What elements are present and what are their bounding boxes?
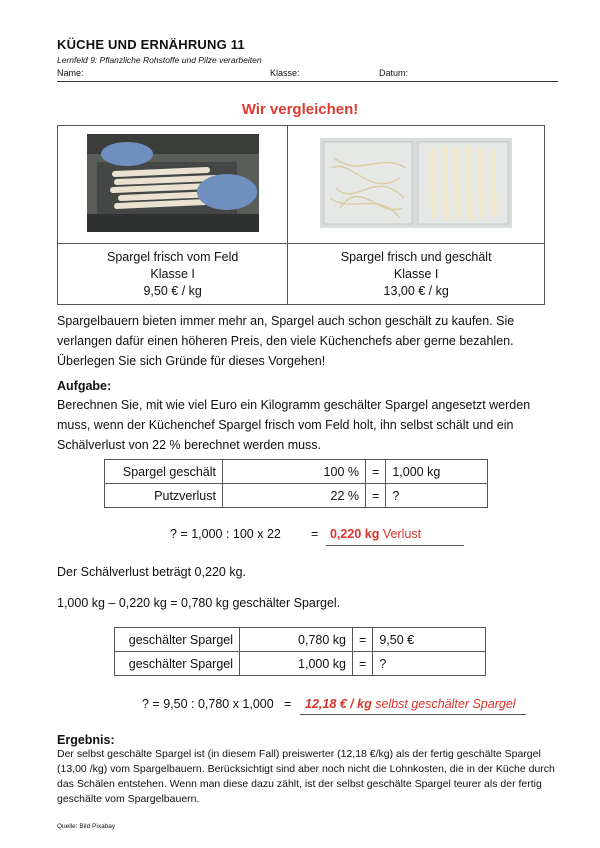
headline: Wir vergleichen! xyxy=(241,101,359,118)
table-cell-value: 1,000 kg xyxy=(240,652,353,676)
table-cell-value: 100 % xyxy=(223,460,366,484)
left-product-price: 9,50 € / kg xyxy=(143,283,202,298)
formula-2-result-value: 12,18 € / kg xyxy=(305,697,372,711)
table-cell-value: 0,780 kg xyxy=(240,628,353,652)
table-cell-eq: = xyxy=(353,652,373,676)
loss-text: Der Schälverlust beträgt 0,220 kg. xyxy=(57,565,246,579)
table-cell-result: 9,50 € xyxy=(373,628,486,652)
table-cell-label: geschälter Spargel xyxy=(115,652,240,676)
right-product-price: 13,00 € / kg xyxy=(383,283,449,298)
calc-text: 1,000 kg – 0,220 kg = 0,780 kg geschälter Spargel. xyxy=(57,596,341,610)
table-cell-result: ? xyxy=(373,652,486,676)
calc-table-2 xyxy=(114,627,486,676)
table-cell-label: Spargel geschält xyxy=(105,460,223,484)
date-label: Datum: xyxy=(379,68,409,78)
table-cell-eq: = xyxy=(366,460,386,484)
formula-2-result-suffix: selbst geschälter Spargel xyxy=(375,697,516,711)
left-product-class: Klasse I xyxy=(150,266,195,281)
formula-1-expression: ? = 1,000 : 100 x 22 xyxy=(170,527,281,541)
header-fields-line xyxy=(57,67,558,82)
task-text: Berechnen Sie, mit wie viel Euro ein Kilogramm geschälter Spargel angesetzt werden muss, wenn der Küchenchef Spargel frisch vom Feld holt, ihn selbst schält und ein Schälverlust von 22 % berechnet werden muss. xyxy=(57,398,531,452)
intro-paragraph: Spargelbauern bieten immer mehr an, Spargel auch schon geschält zu kaufen. Sie verlangen dafür einen höheren Preis, den viele Küchenchefs aber gerne bezahlen. Überlegen Sie sich Gründe für dieses Vorgehen! xyxy=(57,314,515,368)
document-title: KÜCHE UND ERNÄHRUNG 11 xyxy=(57,37,245,52)
calc-table-1 xyxy=(104,459,488,508)
table-row xyxy=(115,628,486,652)
table-cell-eq: = xyxy=(366,484,386,508)
document-subtitle: Lernfeld 9: Pflanzliche Rohstoffe und Pilze verarbeiten xyxy=(57,55,262,65)
table-cell-label: Putzverlust xyxy=(105,484,223,508)
asparagus-peeled-photo xyxy=(320,138,512,228)
table-cell-eq: = xyxy=(353,628,373,652)
result-heading: Ergebnis: xyxy=(57,733,115,747)
table-row xyxy=(115,652,486,676)
right-product-class: Klasse I xyxy=(393,266,439,281)
table-cell-label: geschälter Spargel xyxy=(115,628,240,652)
formula-2-expression: ? = 9,50 : 0,780 x 1,000 xyxy=(142,697,274,711)
formula-1-underline xyxy=(326,545,464,546)
task-heading: Aufgabe: xyxy=(57,379,112,393)
image-cell-left xyxy=(58,126,288,244)
formula-1-result xyxy=(330,527,421,541)
table-cell-result: 1,000 kg xyxy=(386,460,488,484)
formula-1-result-value: 0,220 kg xyxy=(330,527,380,541)
source-note: Quelle: Bild Pixabay xyxy=(57,823,116,830)
comparison-table xyxy=(57,125,545,305)
table-cell-result: ? xyxy=(386,484,488,508)
name-label: Name: xyxy=(57,68,84,78)
formula-2-equals: = xyxy=(284,697,292,711)
left-product-cell xyxy=(58,244,288,305)
table-row xyxy=(105,484,488,508)
formula-2-result xyxy=(305,697,516,711)
formula-1-equals: = xyxy=(311,527,319,541)
right-product-cell xyxy=(288,244,545,305)
table-cell-value: 22 % xyxy=(223,484,366,508)
table-row xyxy=(105,460,488,484)
asparagus-field-photo xyxy=(87,134,259,232)
right-product-name: Spargel frisch und geschält xyxy=(340,249,492,264)
formula-2-underline xyxy=(300,714,526,715)
left-product-name: Spargel frisch vom Feld xyxy=(107,249,239,264)
formula-1-result-suffix: Verlust xyxy=(382,527,422,541)
class-label: Klasse: xyxy=(270,68,300,78)
result-text: Der selbst geschälte Spargel ist (in diesem Fall) preiswerter (12,18 €/kg) als der fertig geschälte Spargel (13,00 /kg) vom Spargelbauern. Berücksichtigt sind aber noch nicht die Lohnkosten, die in der Küche durch das Schälen entstehen. Wenn man diese dazu zählt, ist der selbst geschälte Spargel teurer als der fertig geschälte vom Spargelbauern. xyxy=(57,748,555,805)
image-cell-right xyxy=(288,126,545,244)
